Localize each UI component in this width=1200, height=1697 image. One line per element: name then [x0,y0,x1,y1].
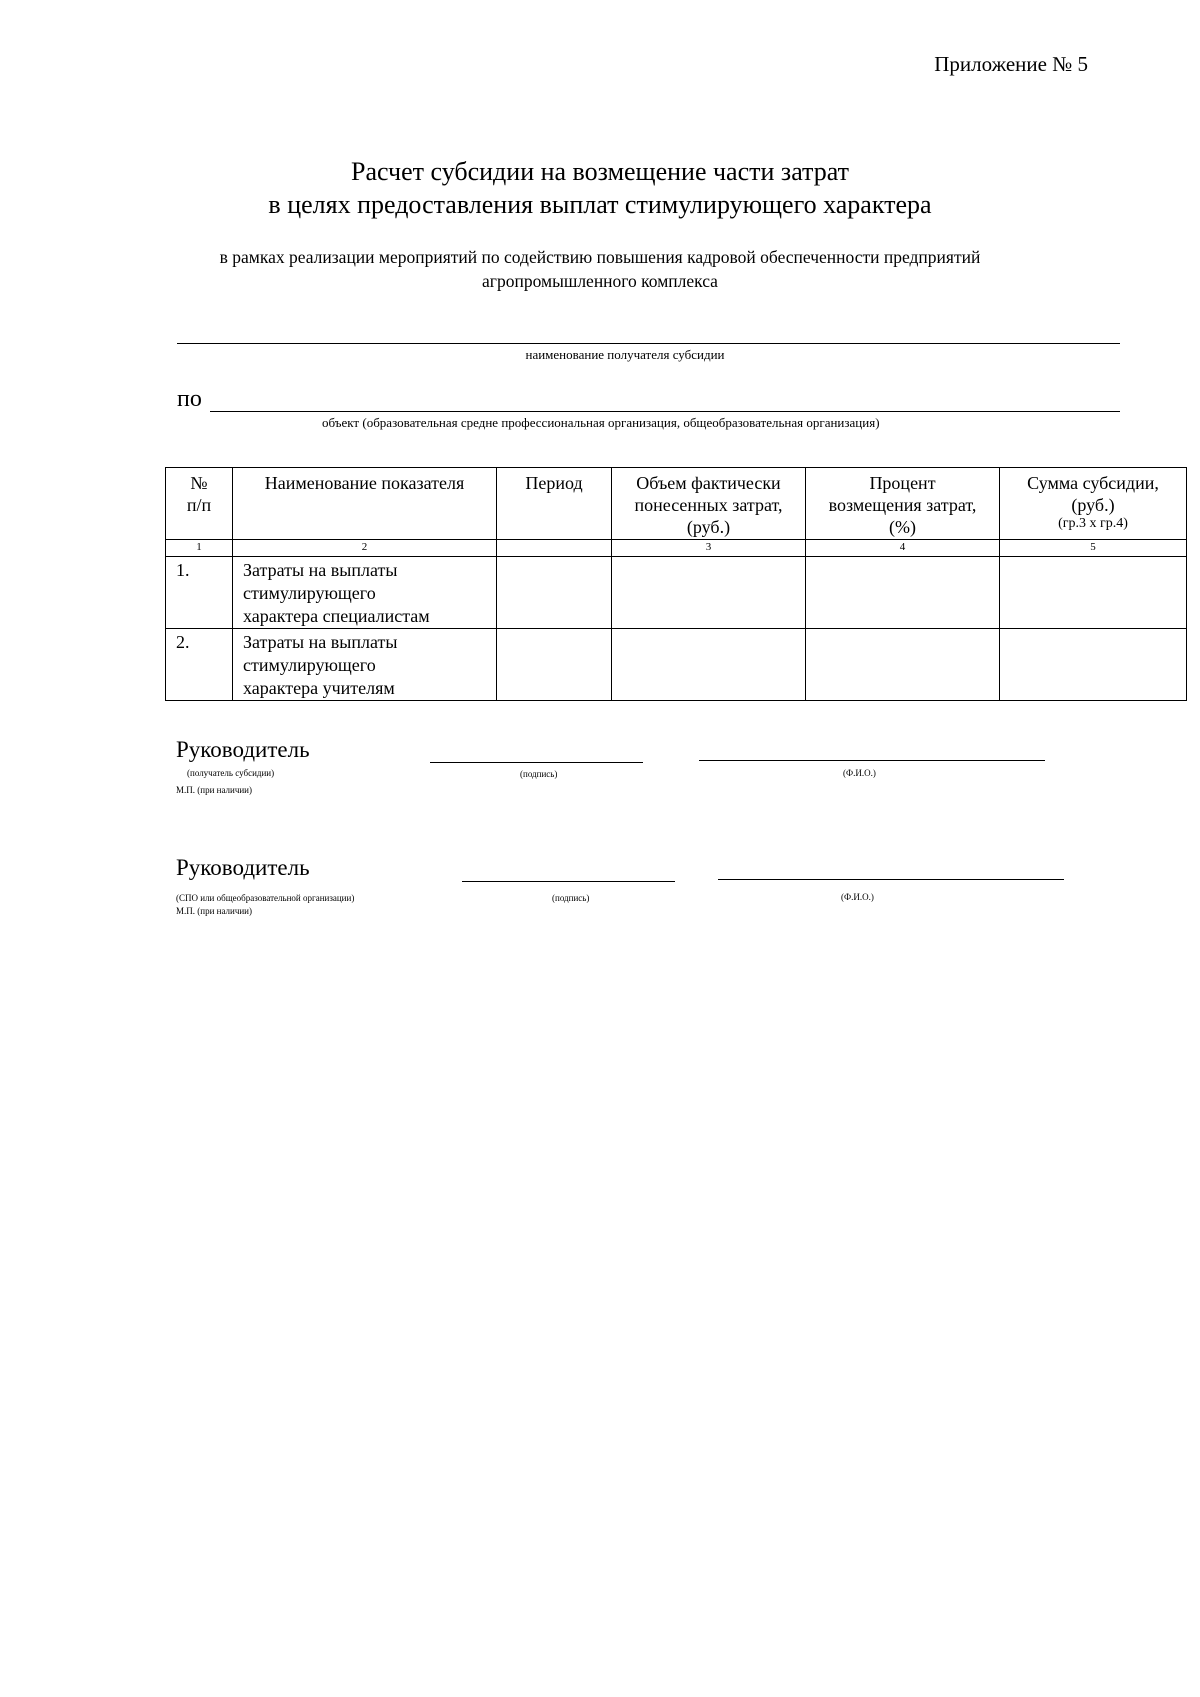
column-number: 5 [1000,540,1187,557]
header-indicator-name: Наименование показателя [233,468,497,540]
row-number: 2. [166,629,233,701]
table-row [166,629,1187,701]
column-number [497,540,612,557]
column-number: 2 [233,540,497,557]
signature1-name-line [699,760,1045,761]
signature1-name-caption: (Ф.И.О.) [843,768,876,778]
row-actual-costs-cell[interactable] [612,557,806,629]
appendix-label: Приложение № 5 [934,52,1088,76]
title-line-1: Расчет субсидии на возмещение части затрат [351,157,849,186]
signature2-mp-caption: М.П. (при наличии) [176,906,252,916]
row-period-cell[interactable] [497,557,612,629]
document-title [0,155,1200,221]
signature2-name-line [718,879,1064,880]
row-period-cell[interactable] [497,629,612,701]
row-subsidy-cell[interactable] [1000,629,1187,701]
header-subsidy-amount: Сумма субсидии, (руб.) (гр.3 х гр.4) [1000,468,1187,540]
object-name-line [210,411,1120,412]
row-percent-cell[interactable] [806,557,1000,629]
recipient-caption: наименование получателя субсидии [525,347,725,362]
signature2-role-caption: (СПО или общеобразовательной организации) [176,893,355,903]
row-subsidy-cell[interactable] [1000,557,1187,629]
table-header-row [166,468,1187,540]
header-reimbursement-percent: Процент возмещения затрат, (%) [806,468,1000,540]
recipient-name-line [177,343,1120,344]
signature1-mp-caption: М.П. (при наличии) [176,785,252,795]
header-number: № п/п [166,468,233,540]
signature1-signature-caption: (подпись) [520,769,558,779]
table-row [166,557,1187,629]
signature2-name-caption: (Ф.И.О.) [841,892,874,902]
subtitle-line-2: агропромышленного комплекса [482,271,718,291]
signature2-signature-line [462,881,675,882]
subsidy-calculation-table [165,467,1187,701]
row-number: 1. [166,557,233,629]
row-indicator-name: Затраты на выплаты стимулирующего характера учителям [233,629,497,701]
signature1-role-caption: (получатель субсидии) [187,768,275,778]
object-caption: объект (образовательная средне профессиональная организация, общеобразовательная организация) [322,415,880,430]
signature1-signature-line [430,762,643,763]
subtitle-line-1: в рамках реализации мероприятий по содействию повышения кадровой обеспеченности предприятий [219,247,981,267]
document-subtitle [0,245,1200,293]
header-period: Период [497,468,612,540]
column-number-row [166,540,1187,557]
row-actual-costs-cell[interactable] [612,629,806,701]
po-label: по [177,386,202,412]
column-number: 4 [806,540,1000,557]
header-actual-costs: Объем фактически понесенных затрат, (руб.) [612,468,806,540]
column-number: 3 [612,540,806,557]
row-indicator-name: Затраты на выплаты стимулирующего характера специалистам [233,557,497,629]
signature1-heading: Руководитель [176,737,310,762]
title-line-2: в целях предоставления выплат стимулирующего характера [268,190,932,219]
signature2-heading: Руководитель [176,855,310,880]
signature2-signature-caption: (подпись) [552,893,590,903]
row-percent-cell[interactable] [806,629,1000,701]
column-number: 1 [166,540,233,557]
